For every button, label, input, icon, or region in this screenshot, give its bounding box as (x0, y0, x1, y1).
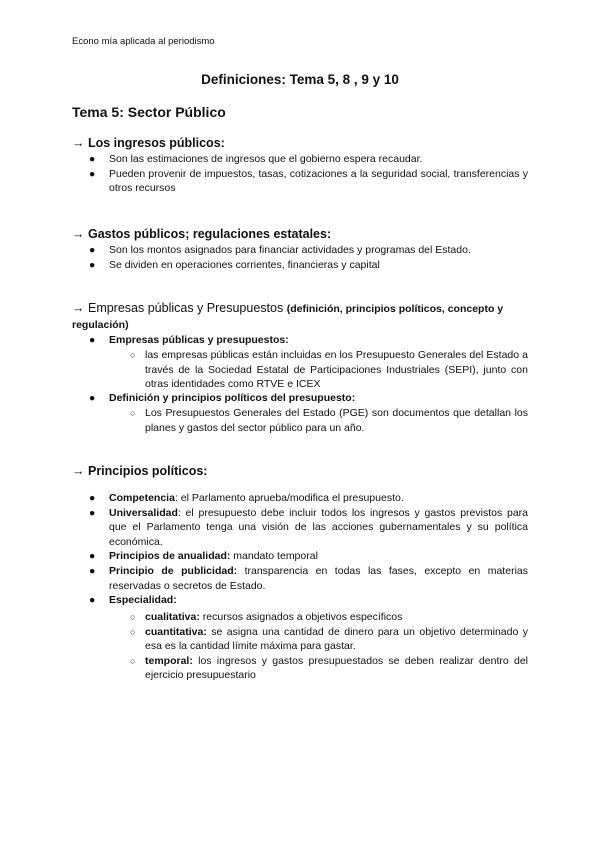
list-item (72, 549, 528, 564)
list-item (72, 167, 528, 196)
ingresos-list (72, 152, 528, 196)
sub-list-item (72, 654, 528, 683)
circle-bullet-icon: ○ (130, 612, 136, 622)
item-label: Principios de anualidad: (109, 550, 231, 563)
empresas-sublist-2 (72, 406, 528, 435)
item-label: cuantitativa: (145, 625, 207, 638)
arrow-icon: → (72, 464, 85, 478)
heading-text: Principios políticos: (87, 464, 208, 478)
bullet-icon: ● (89, 550, 96, 563)
principios-list (72, 491, 528, 608)
bullet-icon: ● (89, 594, 96, 607)
bullet-icon: ● (89, 153, 96, 165)
list-item (72, 593, 528, 608)
empresas-list (72, 333, 528, 348)
bullet-icon: ● (89, 564, 96, 577)
sub-list-item (72, 348, 528, 392)
item-label: Empresas públicas y presupuestos: (109, 334, 289, 346)
list-item (72, 391, 528, 406)
item-text: los ingresos y gastos presupuestados se deben realizar dentro del ejercicio presupuestario (145, 654, 528, 682)
bullet-icon: ● (89, 258, 96, 271)
list-item (72, 152, 528, 167)
list-item (72, 506, 528, 550)
item-text: se asigna una cantidad de dinero para un objetivo determinado y esa es la cantidad límite máxima para gastar. (145, 625, 528, 653)
document-title: Definiciones: Tema 5, 8 , 9 y 10 (201, 72, 399, 87)
list-item (72, 258, 528, 273)
item-text: : el presupuesto debe incluir todos los ingresos y gastos previstos para que el Parlamento tenga una visión de las acciones gubernamentales y su política económica. (109, 506, 528, 548)
arrow-icon: → (72, 301, 85, 315)
heading-text: Los ingresos públicos: (87, 136, 225, 150)
list-item (72, 491, 528, 506)
item-label: Universalidad (109, 506, 178, 519)
bullet-icon: ● (89, 506, 96, 519)
item-text: : el Parlamento aprueba/modifica el presupuesto. (174, 492, 404, 504)
document-header: Econo mía aplicada al periodismo (72, 36, 215, 47)
empresas-list-2 (72, 391, 528, 406)
circle-bullet-icon: ○ (130, 655, 136, 666)
item-text: Los Presupuestos Generales del Estado (PGE) son documentos que detallan los planes y gastos del sector público para un año. (145, 407, 528, 434)
bullet-icon: ● (89, 492, 96, 504)
sub-list-item (72, 610, 528, 625)
circle-bullet-icon: ○ (130, 626, 136, 637)
sub-list-item (72, 625, 528, 654)
especialidad-sublist (72, 610, 528, 683)
circle-bullet-icon: ○ (130, 350, 136, 360)
item-label: Definición y principios políticos del presupuesto: (109, 392, 356, 404)
item-text: Se dividen en operaciones corrientes, financieras y capital (109, 258, 380, 271)
item-label: temporal: (145, 654, 193, 667)
item-text: recursos asignados a objetivos específicos (199, 611, 403, 623)
heading-empresas (72, 301, 528, 333)
heading-text: Empresas públicas y Presupuestos (87, 301, 284, 315)
arrow-icon: → (72, 227, 85, 241)
item-label: cualitativa: (145, 611, 200, 623)
bullet-icon: ● (89, 167, 96, 180)
list-item (72, 333, 528, 348)
circle-bullet-icon: ○ (130, 408, 136, 418)
gastos-list (72, 243, 528, 272)
item-text: Pueden provenir de impuestos, tasas, cotizaciones a la seguridad social, transferencias y otros recursos (109, 167, 528, 195)
item-label: Especialidad: (109, 594, 177, 607)
bullet-icon: ● (89, 334, 96, 346)
item-text: transparencia en todas las fases, excepto en materias reservadas o secretos de Estado. (109, 564, 528, 592)
sub-list-item (72, 406, 528, 435)
item-text: las empresas públicas están incluidas en los Presupuesto Generales del Estado a través de la Sociedad Estatal de Participaciones Industriales (SEPI), junto con otras identidades como RTVE e ICEX (145, 349, 528, 391)
list-item (72, 243, 528, 258)
heading-ingresos (72, 136, 528, 151)
item-text: Son los montos asignados para financiar actividades y programas del Estado. (109, 244, 471, 256)
item-text: Son las estimaciones de ingresos que el gobierno espera recaudar. (109, 153, 423, 165)
bullet-icon: ● (89, 392, 96, 404)
heading-principios (72, 464, 528, 479)
heading-note: (definición, principios políticos, concepto y regulación) (72, 303, 504, 331)
heading-gastos (72, 227, 528, 242)
item-text: mandato temporal (230, 550, 318, 563)
item-label: Principio de publicidad: (109, 564, 238, 577)
section-title: Tema 5: Sector Público (72, 104, 226, 120)
arrow-icon: → (72, 136, 85, 150)
empresas-sublist (72, 348, 528, 392)
item-label: Competencia (109, 492, 175, 504)
list-item (72, 564, 528, 593)
heading-text: Gastos públicos; regulaciones estatales: (87, 227, 332, 241)
bullet-icon: ● (89, 244, 96, 256)
